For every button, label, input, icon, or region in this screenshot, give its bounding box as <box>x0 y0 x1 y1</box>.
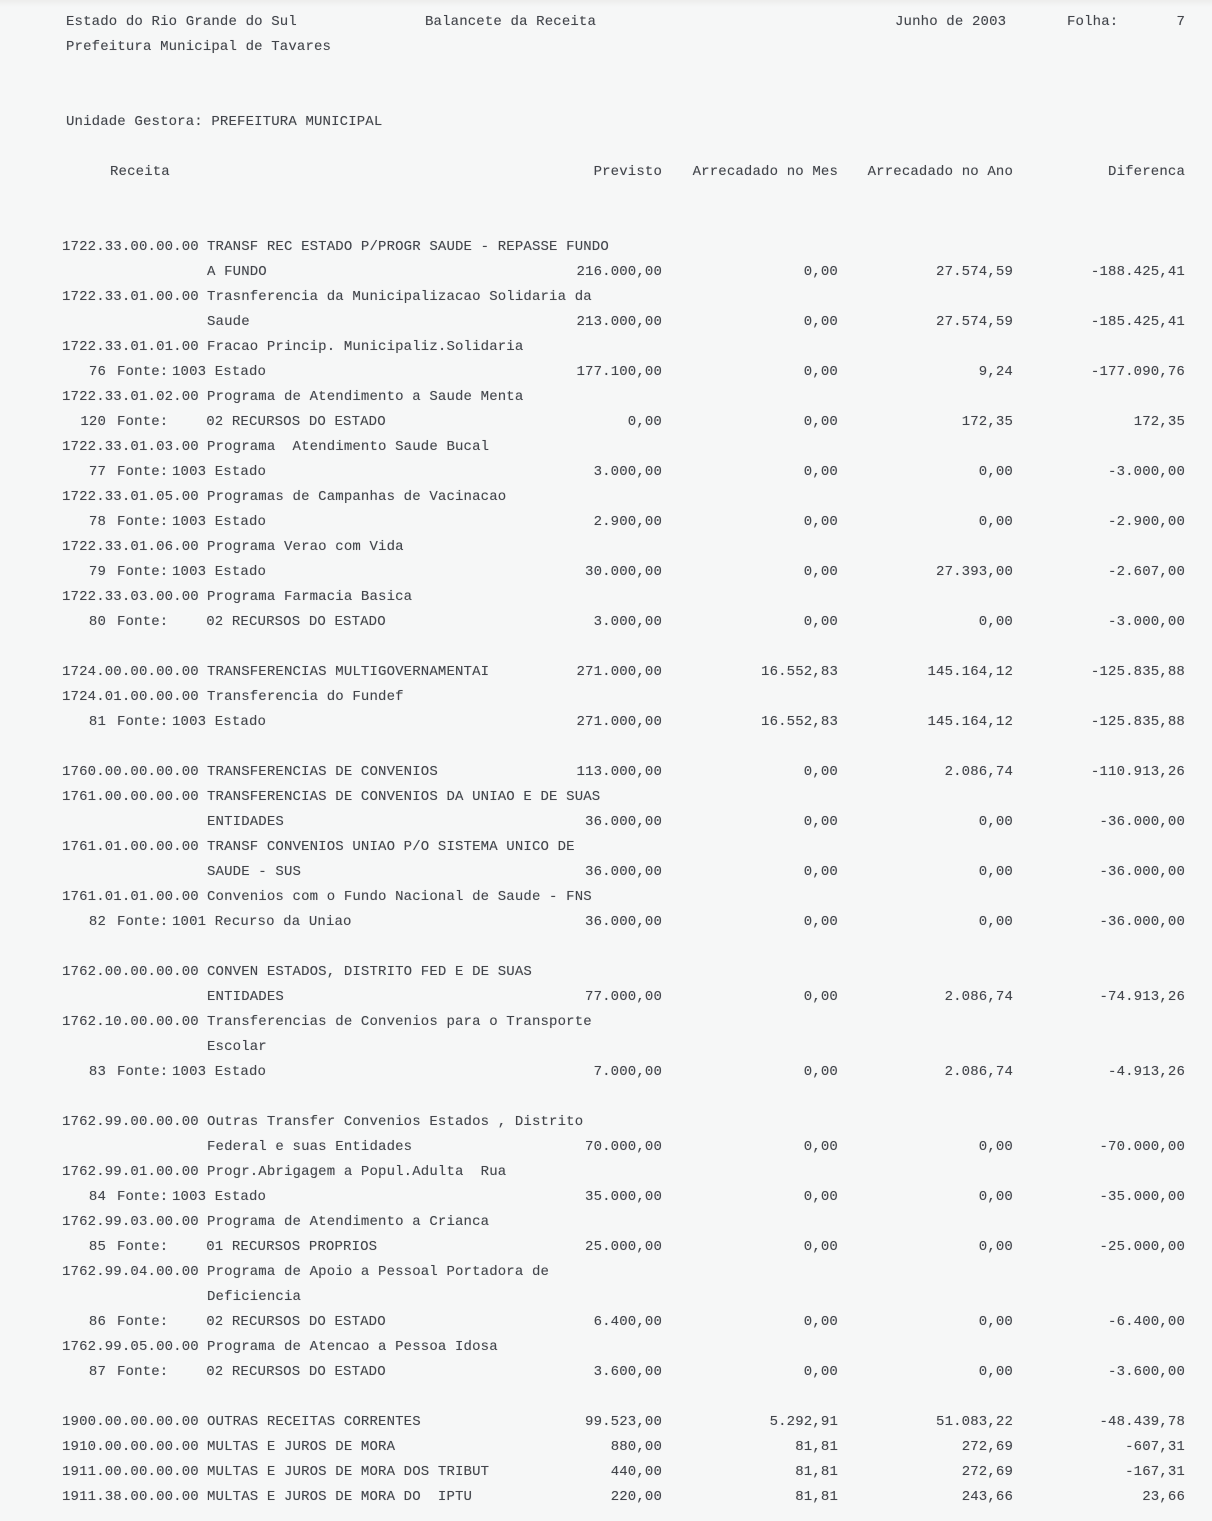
value-previsto: 30.000,00 <box>585 564 662 580</box>
value-previsto: 440,00 <box>610 1464 662 1480</box>
fonte-source: 1003 Estado <box>172 464 267 480</box>
fonte-source: 02 RECURSOS DO ESTADO <box>172 614 386 630</box>
table-row <box>0 1260 1212 1285</box>
account-code: 1900.00.00.00.00 <box>62 1414 199 1430</box>
value-arrecadado-ano: 27.574,59 <box>936 314 1013 330</box>
table-row <box>0 235 1212 260</box>
value-previsto: 36.000,00 <box>585 914 662 930</box>
table-row <box>0 535 1212 560</box>
value-previsto: 220,00 <box>610 1489 662 1505</box>
value-arrecadado-ano: 145.164,12 <box>927 714 1013 730</box>
value-diferenca: -2.607,00 <box>1108 564 1185 580</box>
table-row <box>0 1310 1212 1335</box>
account-description: OUTRAS RECEITAS CORRENTES <box>207 1414 421 1430</box>
account-code: 1722.33.00.00.00 <box>62 239 199 255</box>
value-diferenca: 172,35 <box>1133 414 1185 430</box>
account-code: 1762.99.03.00.00 <box>62 1214 199 1230</box>
account-description-continued: ENTIDADES <box>207 814 284 830</box>
fonte-number: 76 <box>88 364 106 380</box>
table-row <box>0 1160 1212 1185</box>
account-description: Transferencia do Fundef <box>207 689 404 705</box>
unidade-gestora: Unidade Gestora: PREFEITURA MUNICIPAL <box>66 114 383 130</box>
account-description: Progr.Abrigagem a Popul.Adulta Rua <box>207 1164 507 1180</box>
fonte-number: 78 <box>88 514 106 530</box>
account-code: 1761.01.00.00.00 <box>62 839 199 855</box>
fonte-label: Fonte: <box>117 414 169 430</box>
fonte-source: 1003 Estado <box>172 714 267 730</box>
value-arrecadado-ano: 27.574,59 <box>936 264 1013 280</box>
account-code: 1722.33.01.00.00 <box>62 289 199 305</box>
value-arrecadado-mes: 0,00 <box>803 1364 838 1380</box>
table-row <box>0 960 1212 985</box>
value-arrecadado-ano: 0,00 <box>978 814 1013 830</box>
fonte-number: 79 <box>88 564 106 580</box>
table-row <box>0 1185 1212 1210</box>
fonte-label: Fonte: <box>117 1364 169 1380</box>
value-previsto: 3.000,00 <box>593 464 662 480</box>
value-arrecadado-mes: 81,81 <box>795 1464 838 1480</box>
table-row <box>0 410 1212 435</box>
org-name: Estado do Rio Grande do Sul <box>66 14 297 30</box>
account-description: Fracao Princip. Municipaliz.Solidaria <box>207 339 524 355</box>
value-diferenca: -36.000,00 <box>1099 914 1185 930</box>
account-description: Outras Transfer Convenios Estados , Distrito <box>207 1114 584 1130</box>
table-row <box>0 360 1212 385</box>
account-code: 1761.01.01.00.00 <box>62 889 199 905</box>
table-row <box>0 1460 1212 1485</box>
table-row <box>0 885 1212 910</box>
report-period: Junho de 2003 <box>895 14 1007 30</box>
value-arrecadado-mes: 0,00 <box>803 614 838 630</box>
table-row <box>0 785 1212 810</box>
table-row <box>0 810 1212 835</box>
value-previsto: 2.900,00 <box>593 514 662 530</box>
fonte-label: Fonte: <box>117 464 169 480</box>
value-diferenca: -36.000,00 <box>1099 814 1185 830</box>
value-arrecadado-ano: 0,00 <box>978 864 1013 880</box>
table-row <box>0 1485 1212 1510</box>
account-description: TRANSFERENCIAS DE CONVENIOS <box>207 764 438 780</box>
table-row <box>0 260 1212 285</box>
value-previsto: 99.523,00 <box>585 1414 662 1430</box>
column-header-receita: Receita <box>110 164 170 180</box>
account-description: TRANSF REC ESTADO P/PROGR SAUDE - REPASSE FUNDO <box>207 239 609 255</box>
value-previsto: 271.000,00 <box>576 664 662 680</box>
account-code: 1762.99.01.00.00 <box>62 1164 199 1180</box>
value-diferenca: -185.425,41 <box>1090 314 1185 330</box>
fonte-source: 1003 Estado <box>172 514 267 530</box>
fonte-number: 87 <box>88 1364 106 1380</box>
account-code: 1722.33.01.01.00 <box>62 339 199 355</box>
account-description-continued: Federal e suas Entidades <box>207 1139 413 1155</box>
value-previsto: 6.400,00 <box>593 1314 662 1330</box>
value-previsto: 36.000,00 <box>585 864 662 880</box>
spacer-row <box>0 1085 1212 1110</box>
fonte-label: Fonte: <box>117 614 169 630</box>
fonte-label: Fonte: <box>117 514 169 530</box>
table-header-row <box>0 160 1212 185</box>
value-arrecadado-mes: 0,00 <box>803 764 838 780</box>
account-description: Convenios com o Fundo Nacional de Saude - FNS <box>207 889 592 905</box>
value-arrecadado-mes: 0,00 <box>803 514 838 530</box>
fonte-number: 120 <box>80 414 106 430</box>
account-description-continued: Escolar <box>207 1039 267 1055</box>
account-code: 1761.00.00.00.00 <box>62 789 199 805</box>
report-title: Balancete da Receita <box>425 14 597 30</box>
value-previsto: 213.000,00 <box>576 314 662 330</box>
account-description: MULTAS E JUROS DE MORA <box>207 1439 396 1455</box>
table-row <box>0 910 1212 935</box>
table-row <box>0 760 1212 785</box>
value-previsto: 7.000,00 <box>593 1064 662 1080</box>
table-row <box>0 285 1212 310</box>
table-row <box>0 1435 1212 1460</box>
value-previsto: 36.000,00 <box>585 814 662 830</box>
value-diferenca: -110.913,26 <box>1090 764 1185 780</box>
fonte-source: 1003 Estado <box>172 564 267 580</box>
account-code: 1724.00.00.00.00 <box>62 664 199 680</box>
table-row <box>0 860 1212 885</box>
value-arrecadado-mes: 0,00 <box>803 464 838 480</box>
fonte-label: Fonte: <box>117 1064 169 1080</box>
value-diferenca: -125.835,88 <box>1090 664 1185 680</box>
value-arrecadado-mes: 0,00 <box>803 914 838 930</box>
fonte-label: Fonte: <box>117 1189 169 1205</box>
fonte-number: 85 <box>88 1239 106 1255</box>
table-row <box>0 1210 1212 1235</box>
account-description-continued: A FUNDO <box>207 264 267 280</box>
account-description: Programa Verao com Vida <box>207 539 404 555</box>
table-row <box>0 510 1212 535</box>
fonte-source: 02 RECURSOS DO ESTADO <box>172 1314 386 1330</box>
value-arrecadado-mes: 81,81 <box>795 1489 838 1505</box>
value-arrecadado-mes: 0,00 <box>803 414 838 430</box>
value-diferenca: -36.000,00 <box>1099 864 1185 880</box>
account-code: 1722.33.01.05.00 <box>62 489 199 505</box>
page-number-value: 7 <box>1176 14 1185 30</box>
table-row <box>0 1110 1212 1135</box>
fonte-number: 80 <box>88 614 106 630</box>
value-previsto: 880,00 <box>610 1439 662 1455</box>
value-previsto: 216.000,00 <box>576 264 662 280</box>
account-description: MULTAS E JUROS DE MORA DOS TRIBUT <box>207 1464 490 1480</box>
report-rows <box>0 235 1212 1510</box>
fonte-number: 84 <box>88 1189 106 1205</box>
fonte-number: 81 <box>88 714 106 730</box>
account-description: TRANSF CONVENIOS UNIAO P/O SISTEMA UNICO DE <box>207 839 575 855</box>
fonte-source: 1003 Estado <box>172 364 267 380</box>
account-code: 1911.00.00.00.00 <box>62 1464 199 1480</box>
account-description: Programas de Campanhas de Vacinacao <box>207 489 507 505</box>
fonte-number: 82 <box>88 914 106 930</box>
account-description: Programa de Atendimento a Crianca <box>207 1214 490 1230</box>
table-row <box>0 985 1212 1010</box>
account-description: Programa Atendimento Saude Bucal <box>207 439 490 455</box>
value-arrecadado-mes: 0,00 <box>803 1314 838 1330</box>
value-diferenca: -607,31 <box>1125 1439 1185 1455</box>
value-diferenca: -167,31 <box>1125 1464 1185 1480</box>
value-arrecadado-ano: 0,00 <box>978 1139 1013 1155</box>
value-arrecadado-ano: 0,00 <box>978 614 1013 630</box>
table-row <box>0 560 1212 585</box>
fonte-source: 1001 Recurso da Uniao <box>172 914 352 930</box>
value-arrecadado-ano: 0,00 <box>978 464 1013 480</box>
value-arrecadado-mes: 0,00 <box>803 1189 838 1205</box>
value-arrecadado-mes: 0,00 <box>803 264 838 280</box>
table-row <box>0 685 1212 710</box>
value-arrecadado-mes: 16.552,83 <box>761 664 838 680</box>
fonte-label: Fonte: <box>117 1239 169 1255</box>
value-previsto: 3.600,00 <box>593 1364 662 1380</box>
fonte-number: 77 <box>88 464 106 480</box>
account-description: Trasnferencia da Municipalizacao Solidaria da <box>207 289 592 305</box>
value-arrecadado-mes: 0,00 <box>803 864 838 880</box>
fonte-label: Fonte: <box>117 564 169 580</box>
account-code: 1722.33.01.06.00 <box>62 539 199 555</box>
table-row <box>0 1035 1212 1060</box>
value-diferenca: -3.000,00 <box>1108 464 1185 480</box>
value-arrecadado-ano: 272,69 <box>961 1464 1013 1480</box>
account-description-continued: Saude <box>207 314 250 330</box>
value-arrecadado-mes: 81,81 <box>795 1439 838 1455</box>
value-arrecadado-ano: 27.393,00 <box>936 564 1013 580</box>
value-previsto: 177.100,00 <box>576 364 662 380</box>
table-row <box>0 1360 1212 1385</box>
value-arrecadado-ano: 0,00 <box>978 514 1013 530</box>
table-row <box>0 460 1212 485</box>
table-row <box>0 1135 1212 1160</box>
value-diferenca: -125.835,88 <box>1090 714 1185 730</box>
account-code: 1724.01.00.00.00 <box>62 689 199 705</box>
value-diferenca: -4.913,26 <box>1108 1064 1185 1080</box>
value-diferenca: -70.000,00 <box>1099 1139 1185 1155</box>
table-row <box>0 1010 1212 1035</box>
column-header-previsto: Previsto <box>593 164 662 180</box>
value-arrecadado-mes: 0,00 <box>803 314 838 330</box>
spacer-row <box>0 935 1212 960</box>
fonte-source: 1003 Estado <box>172 1064 267 1080</box>
account-code: 1762.99.05.00.00 <box>62 1339 199 1355</box>
account-description: TRANSFERENCIAS MULTIGOVERNAMENTAI <box>207 664 490 680</box>
value-diferenca: -3.000,00 <box>1108 614 1185 630</box>
account-description-continued: Deficiencia <box>207 1289 302 1305</box>
account-code: 1722.33.01.02.00 <box>62 389 199 405</box>
value-arrecadado-mes: 0,00 <box>803 1064 838 1080</box>
value-arrecadado-mes: 0,00 <box>803 1239 838 1255</box>
account-description: TRANSFERENCIAS DE CONVENIOS DA UNIAO E DE SUAS <box>207 789 601 805</box>
value-diferenca: -35.000,00 <box>1099 1189 1185 1205</box>
value-diferenca: -48.439,78 <box>1099 1414 1185 1430</box>
table-row <box>0 1410 1212 1435</box>
value-arrecadado-mes: 16.552,83 <box>761 714 838 730</box>
fonte-label: Fonte: <box>117 714 169 730</box>
fonte-number: 83 <box>88 1064 106 1080</box>
account-description: Programa Farmacia Basica <box>207 589 413 605</box>
table-row <box>0 310 1212 335</box>
fonte-source: 02 RECURSOS DO ESTADO <box>172 414 386 430</box>
account-description: Programa de Atencao a Pessoa Idosa <box>207 1339 498 1355</box>
column-header-arrecadado-ano: Arrecadado no Ano <box>867 164 1013 180</box>
value-previsto: 77.000,00 <box>585 989 662 1005</box>
table-row <box>0 435 1212 460</box>
account-code: 1762.99.00.00.00 <box>62 1114 199 1130</box>
fonte-source: 01 RECURSOS PROPRIOS <box>172 1239 378 1255</box>
fonte-source: 02 RECURSOS DO ESTADO <box>172 1364 386 1380</box>
value-arrecadado-mes: 0,00 <box>803 989 838 1005</box>
value-arrecadado-ano: 0,00 <box>978 1189 1013 1205</box>
table-row <box>0 485 1212 510</box>
value-diferenca: 23,66 <box>1142 1489 1185 1505</box>
account-description-continued: SAUDE - SUS <box>207 864 302 880</box>
value-arrecadado-mes: 0,00 <box>803 364 838 380</box>
value-diferenca: -2.900,00 <box>1108 514 1185 530</box>
column-header-diferenca: Diferenca <box>1108 164 1185 180</box>
table-row <box>0 835 1212 860</box>
account-code: 1760.00.00.00.00 <box>62 764 199 780</box>
account-description: CONVEN ESTADOS, DISTRITO FED E DE SUAS <box>207 964 532 980</box>
value-arrecadado-ano: 2.086,74 <box>944 1064 1013 1080</box>
account-code: 1762.99.04.00.00 <box>62 1264 199 1280</box>
value-arrecadado-mes: 0,00 <box>803 1139 838 1155</box>
value-diferenca: -25.000,00 <box>1099 1239 1185 1255</box>
value-previsto: 0,00 <box>627 414 662 430</box>
table-row <box>0 1285 1212 1310</box>
table-row <box>0 335 1212 360</box>
value-arrecadado-ano: 2.086,74 <box>944 989 1013 1005</box>
value-previsto: 70.000,00 <box>585 1139 662 1155</box>
value-arrecadado-ano: 0,00 <box>978 1239 1013 1255</box>
table-row <box>0 1335 1212 1360</box>
column-header-arrecadado-mes: Arrecadado no Mes <box>692 164 838 180</box>
value-diferenca: -74.913,26 <box>1099 989 1185 1005</box>
value-arrecadado-ano: 2.086,74 <box>944 764 1013 780</box>
value-diferenca: -177.090,76 <box>1090 364 1185 380</box>
fonte-label: Fonte: <box>117 914 169 930</box>
spacer-row <box>0 1385 1212 1410</box>
value-diferenca: -3.600,00 <box>1108 1364 1185 1380</box>
table-row <box>0 1060 1212 1085</box>
value-arrecadado-mes: 0,00 <box>803 814 838 830</box>
value-arrecadado-ano: 0,00 <box>978 1364 1013 1380</box>
table-row <box>0 710 1212 735</box>
value-previsto: 113.000,00 <box>576 764 662 780</box>
value-arrecadado-mes: 5.292,91 <box>769 1414 838 1430</box>
value-diferenca: -6.400,00 <box>1108 1314 1185 1330</box>
value-diferenca: -188.425,41 <box>1090 264 1185 280</box>
page-number-label: Folha: <box>1067 14 1119 30</box>
account-description: MULTAS E JUROS DE MORA DO IPTU <box>207 1489 473 1505</box>
account-code: 1910.00.00.00.00 <box>62 1439 199 1455</box>
value-previsto: 25.000,00 <box>585 1239 662 1255</box>
spacer-row <box>0 635 1212 660</box>
table-row <box>0 385 1212 410</box>
value-previsto: 35.000,00 <box>585 1189 662 1205</box>
account-code: 1722.33.03.00.00 <box>62 589 199 605</box>
value-arrecadado-mes: 0,00 <box>803 564 838 580</box>
account-code: 1762.00.00.00.00 <box>62 964 199 980</box>
account-description-continued: ENTIDADES <box>207 989 284 1005</box>
fonte-label: Fonte: <box>117 1314 169 1330</box>
account-description: Programa de Atendimento a Saude Menta <box>207 389 524 405</box>
account-description: Transferencias de Convenios para o Transporte <box>207 1014 592 1030</box>
fonte-number: 86 <box>88 1314 106 1330</box>
org-subtitle: Prefeitura Municipal de Tavares <box>66 39 332 55</box>
value-arrecadado-ano: 272,69 <box>961 1439 1013 1455</box>
value-arrecadado-ano: 0,00 <box>978 914 1013 930</box>
value-previsto: 271.000,00 <box>576 714 662 730</box>
table-row <box>0 610 1212 635</box>
fonte-source: 1003 Estado <box>172 1189 267 1205</box>
value-arrecadado-ano: 172,35 <box>961 414 1013 430</box>
account-code: 1762.10.00.00.00 <box>62 1014 199 1030</box>
table-row <box>0 585 1212 610</box>
value-arrecadado-ano: 51.083,22 <box>936 1414 1013 1430</box>
table-row <box>0 660 1212 685</box>
account-code: 1722.33.01.03.00 <box>62 439 199 455</box>
fonte-label: Fonte: <box>117 364 169 380</box>
account-description: Programa de Apoio a Pessoal Portadora de <box>207 1264 550 1280</box>
account-code: 1911.38.00.00.00 <box>62 1489 199 1505</box>
value-previsto: 3.000,00 <box>593 614 662 630</box>
value-arrecadado-ano: 9,24 <box>978 364 1013 380</box>
table-row <box>0 1235 1212 1260</box>
spacer-row <box>0 735 1212 760</box>
value-arrecadado-ano: 243,66 <box>961 1489 1013 1505</box>
value-arrecadado-ano: 145.164,12 <box>927 664 1013 680</box>
value-arrecadado-ano: 0,00 <box>978 1314 1013 1330</box>
